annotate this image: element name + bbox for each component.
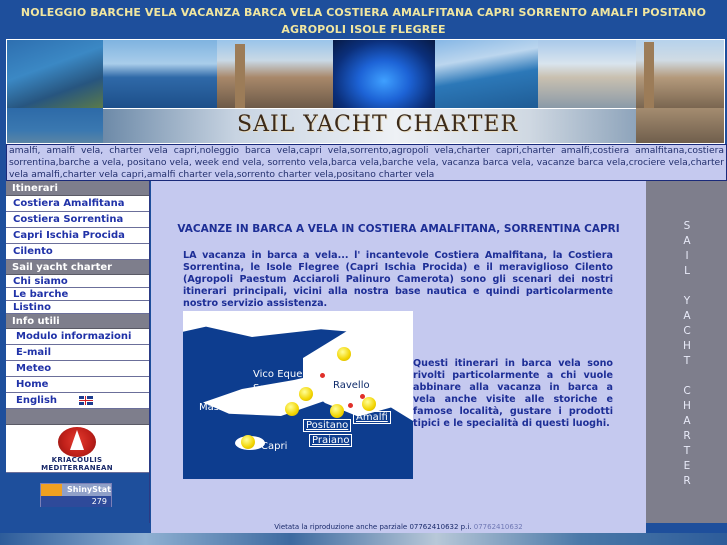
banner-logo-text: SAIL YACHT CHARTER xyxy=(237,112,519,137)
vertical-sail-yacht-charter xyxy=(681,219,693,489)
sidebar-item-cilento[interactable]: Cilento xyxy=(6,244,149,260)
sidebar-item-meteo[interactable]: Meteo xyxy=(6,361,149,377)
vertical-letter: I xyxy=(685,250,689,262)
sidebar-item-modulo-informazioni[interactable]: Modulo informazioni xyxy=(6,329,149,345)
vertical-letter: Y xyxy=(683,295,691,307)
sidebar-item-costiera-sorrentina[interactable]: Costiera Sorrentina xyxy=(6,212,149,228)
vertical-letter: H xyxy=(683,340,691,352)
logo-text-line1: KRIACOULIS xyxy=(51,456,103,464)
counter-area xyxy=(6,473,149,526)
main-content xyxy=(151,181,646,523)
shinystat-counter[interactable] xyxy=(40,483,112,507)
shinystat-label: ShinyStat xyxy=(41,484,111,496)
map-label-positano: Positano xyxy=(303,419,351,432)
banner-photo-faraglioni xyxy=(7,40,103,108)
uk-flag-icon xyxy=(79,396,93,405)
bottom-photo-strip xyxy=(0,533,727,545)
sidebar-item-listino[interactable]: Listino xyxy=(6,301,149,314)
footer-faded-text: 07762410632 xyxy=(473,523,523,531)
map-pin-praiano xyxy=(347,402,354,409)
banner-photo-duomo xyxy=(636,40,725,108)
map-label-massa: Massa Lubrense xyxy=(199,402,280,413)
sidebar-item-home[interactable]: Home xyxy=(6,377,149,393)
vertical-letter: R xyxy=(683,475,691,487)
map-pin-pompei xyxy=(337,347,351,361)
map-pin-amalfi xyxy=(362,397,376,411)
banner-campanile xyxy=(644,42,654,108)
coast-map xyxy=(183,311,413,479)
right-column xyxy=(646,181,727,523)
logo-text xyxy=(6,456,148,472)
itinerary-note: Questi itinerari in barca vela sono rivolti particolarmente a chi vuole abbinare alla vacanza in barca a vela anche visite alle storiche e famose località, gustare i prodotti tipici e le specialità di questi luoghi. xyxy=(413,358,613,429)
site-header-title: NOLEGGIO BARCHE VELA VACANZA BARCA VELA COSTIERA AMALFITANA CAPRI SORRENTO AMALFI POSITANO AGROPOLI ISOLE FLEGREE xyxy=(20,6,707,36)
vertical-letter: A xyxy=(683,235,691,247)
sidebar-item-le-barche[interactable]: Le barche xyxy=(6,288,149,301)
footer-text: Vietata la riproduzione anche parziale 07762410632 p.i. xyxy=(274,523,472,531)
sidebar-item-costiera-amalfitana[interactable]: Costiera Amalfitana xyxy=(6,196,149,212)
vertical-letter: H xyxy=(683,400,691,412)
map-label-capri: Capri xyxy=(261,441,288,452)
footer xyxy=(151,521,646,533)
map-pin-capri xyxy=(241,435,255,449)
page-headline: VACANZE IN BARCA A VELA IN COSTIERA AMALFITANA, SORRENTINA CAPRI xyxy=(177,223,620,235)
banner-photo-blue-grotto xyxy=(333,40,435,108)
keywords-block: amalfi, amalfi vela, charter vela capri,noleggio barca vela,capri vela,sorrento,agropoli vela,charter capri,charter amalfi,costiera amalfitana,costiera sorrentina,barche a vela, positano vela, week end vela, sorrento vela,barca vela,barche vela, vacanza barca vela, vacanze barca vela,crociere vela,charter vela amalfi,charter vela capri,amalfi charter vela,sorrento charter vela,positano charter vela xyxy=(6,144,727,181)
map-label-amalfi: Amalfi xyxy=(353,411,391,424)
banner-photo-village xyxy=(538,40,636,108)
banner-photo-cathedral xyxy=(217,40,333,108)
sidebar-section-info-utili: Info utili xyxy=(6,314,149,329)
intro-paragraph: LA vacanza in barca a vela... l' incantevole Costiera Amalfitana, la Costiera Sorrentina, le Isole Flegree (Capri Ischia Procida) e il meraviglioso Cilento (Agropoli Paestum Acciaroli Palinuro Camerota) sono gli scenari dei nostri itinerari principali, vicini alla nostra base nautica e quindi particolarmente nostro servizio assistenza. xyxy=(183,250,613,309)
sidebar-nav xyxy=(6,181,150,523)
kriacoulis-logo[interactable] xyxy=(6,425,149,473)
sidebar-item-email[interactable]: E-mail xyxy=(6,345,149,361)
vertical-letter: C xyxy=(683,385,691,397)
map-pin-sorrento xyxy=(299,387,313,401)
vertical-letter: A xyxy=(683,415,691,427)
sidebar-section-sail-yacht-charter: Sail yacht charter xyxy=(6,260,149,275)
map-pin-positano xyxy=(330,404,344,418)
vertical-letter xyxy=(681,369,693,384)
map-label-pompei: Pompei xyxy=(353,348,390,359)
map-label-praiano: Praiano xyxy=(309,434,352,447)
vertical-letter xyxy=(681,279,693,294)
sidebar-item-english[interactable] xyxy=(6,393,149,409)
sidebar-item-english-label: English xyxy=(16,395,58,406)
banner-photo-duomo-lower xyxy=(636,108,725,144)
header-banner xyxy=(6,39,725,144)
logo-text-line2: MEDITERRANEAN xyxy=(41,464,113,472)
vertical-letter: L xyxy=(684,265,690,277)
map-label-ravello: Ravello xyxy=(333,380,370,391)
map-pin-massa xyxy=(285,402,299,416)
sidebar-spacer xyxy=(6,409,149,425)
sidebar-section-itinerari: Itinerari xyxy=(6,181,149,196)
banner-photo-sea xyxy=(103,40,217,108)
banner-photo-rocks xyxy=(435,40,538,108)
sidebar-item-capri-ischia-procida[interactable]: Capri Ischia Procida xyxy=(6,228,149,244)
map-label-vico: Vico Equense xyxy=(253,369,321,380)
vertical-letter: A xyxy=(683,310,691,322)
vertical-letter: E xyxy=(683,460,691,472)
shinystat-value: 279 xyxy=(41,496,111,507)
vertical-letter: S xyxy=(683,220,691,232)
vertical-letter: T xyxy=(683,355,691,367)
banner-photo-faraglioni-lower xyxy=(7,108,103,144)
vertical-letter: C xyxy=(683,325,691,337)
logo-sail-icon xyxy=(70,430,84,450)
vertical-letter: T xyxy=(683,445,691,457)
sidebar-item-chi-siamo[interactable]: Chi siamo xyxy=(6,275,149,288)
vertical-letter: R xyxy=(683,430,691,442)
map-label-sorrento: Sorrento xyxy=(253,383,296,394)
banner-bell-tower xyxy=(235,44,245,108)
